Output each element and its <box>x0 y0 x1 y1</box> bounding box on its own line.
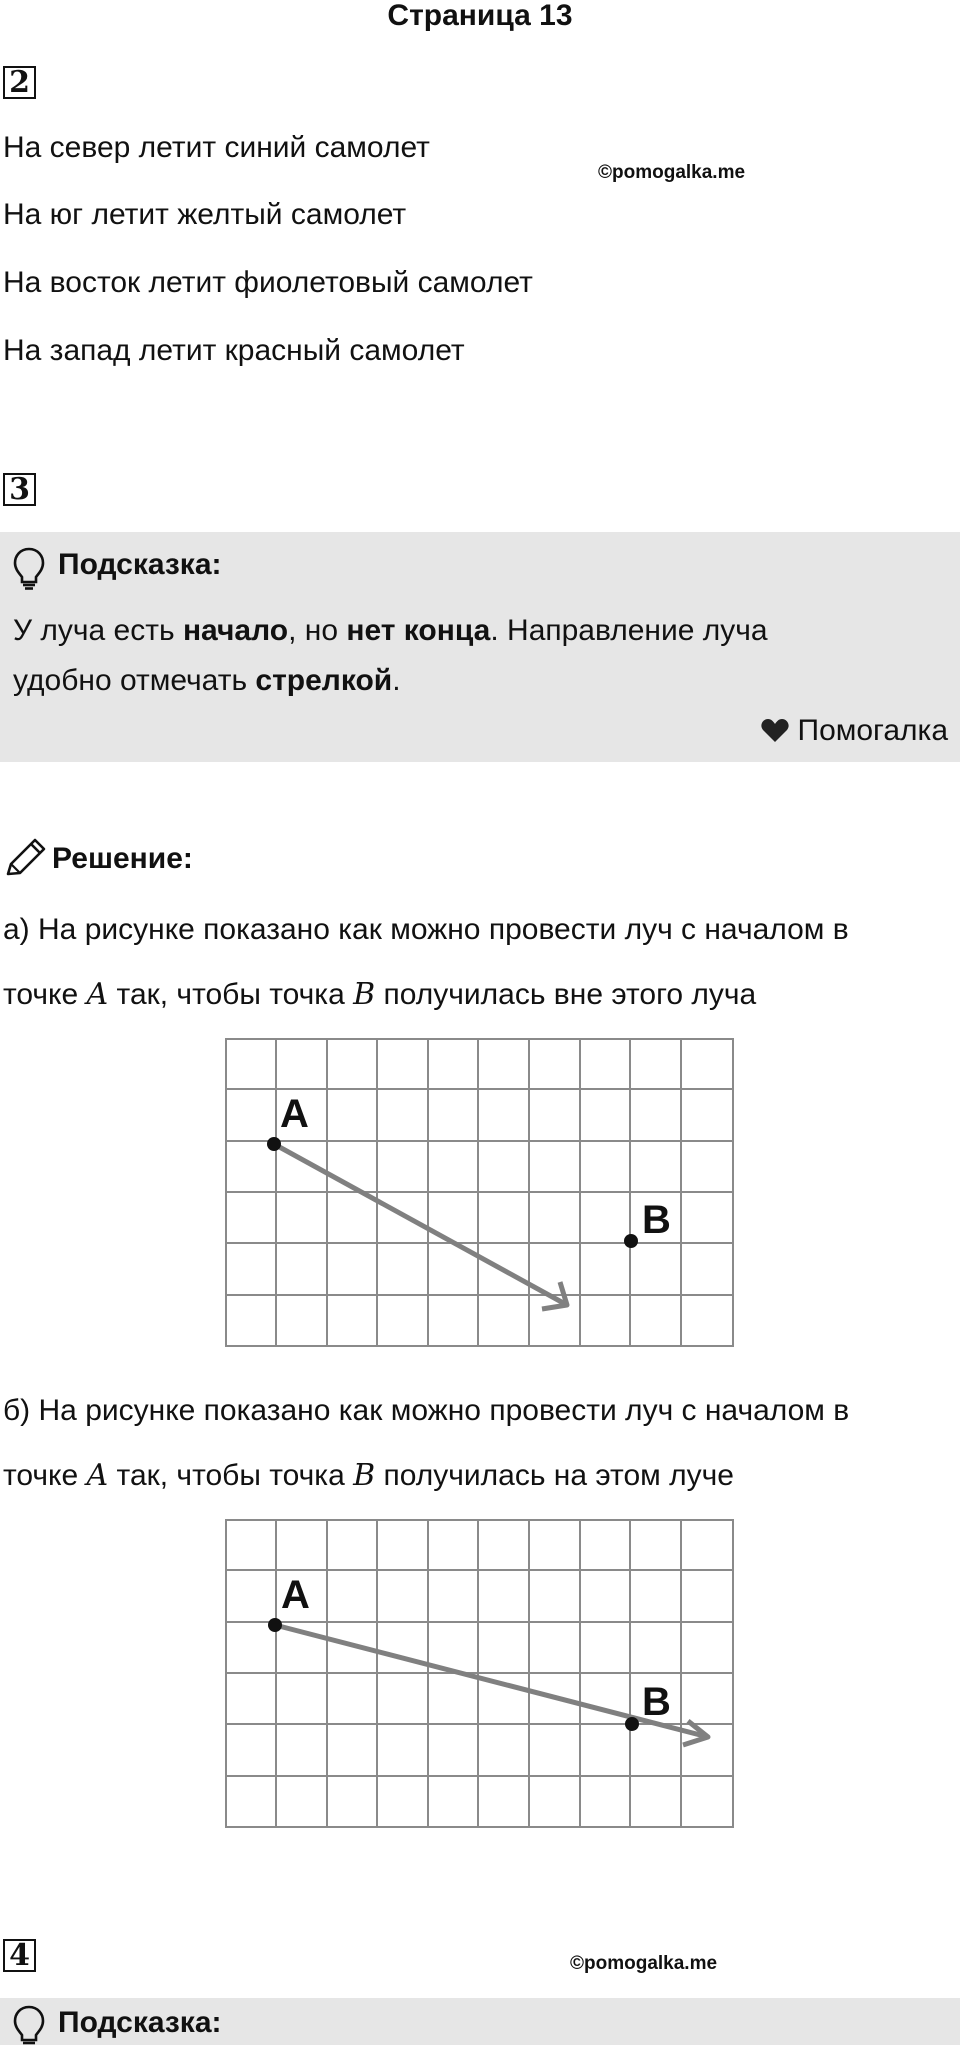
lightbulb-icon <box>12 2004 46 2048</box>
hint-bold-no-end: нет конца <box>346 614 491 647</box>
hint-text: . Направление луча <box>490 614 768 647</box>
hint-line-2 <box>13 656 401 706</box>
grid <box>226 1039 733 1346</box>
point-b-label: B <box>353 1458 376 1493</box>
point-b <box>624 1234 638 1248</box>
figure-ray-through <box>224 1518 736 1832</box>
hint-bold-arrow: стрелкой <box>255 664 393 697</box>
text: так, чтобы точка <box>108 978 354 1011</box>
point-a-label: A <box>86 1458 109 1493</box>
point-a <box>267 1137 281 1151</box>
solution-b-line-2 <box>3 1458 734 1494</box>
point-a-label: A <box>86 977 109 1012</box>
hint-bold-start: начало <box>182 614 289 647</box>
hint-signature <box>760 714 949 748</box>
hint-box <box>0 532 960 762</box>
watermark-bottom: ©pomogalka.me <box>570 1953 718 1974</box>
label-a: A <box>281 1573 310 1617</box>
point-b <box>625 1717 639 1731</box>
task2-line-south: На юг летит желтый самолет <box>3 198 407 231</box>
solution-title: Решение: <box>52 842 193 875</box>
text: точке <box>3 978 87 1011</box>
page-title: Страница 13 <box>387 0 573 32</box>
text: так, чтобы точка <box>108 1459 354 1492</box>
text: получилась на этом луче <box>375 1459 734 1492</box>
task-number-2: 2 <box>3 66 36 99</box>
task2-line-north: На север летит синий самолет <box>3 131 430 164</box>
hint-line-1 <box>13 606 768 656</box>
solution-b-line-1: б) На рисунке показано как можно провести луч с началом в <box>3 1394 850 1427</box>
solution-a-line-2 <box>3 977 756 1013</box>
text: получилась вне этого луча <box>375 978 757 1011</box>
task2-line-west: На запад летит красный самолет <box>3 334 465 367</box>
task-number-3: 3 <box>3 473 36 506</box>
hint-text: . <box>392 664 401 697</box>
label-b: B <box>642 1680 671 1724</box>
watermark-top: ©pomogalka.me <box>598 162 746 183</box>
label-a: A <box>280 1092 309 1136</box>
hint-title: Подсказка: <box>58 548 222 581</box>
task2-line-east: На восток летит фиолетовый самолет <box>3 266 533 299</box>
heart-icon <box>760 718 790 744</box>
solution-a-line-1: а) На рисунке показано как можно провести луч с началом в <box>3 913 849 946</box>
lightbulb-icon <box>12 546 46 590</box>
hint-box-task4 <box>0 1998 960 2045</box>
hint-text: У луча есть <box>13 614 183 647</box>
signature-text: Помогалка <box>797 714 948 747</box>
hint-title: Подсказка: <box>58 2006 222 2039</box>
task-number-4: 4 <box>3 1939 36 1972</box>
point-b-label: B <box>353 977 376 1012</box>
hint-text: удобно отмечать <box>13 664 256 697</box>
pencil-icon <box>4 836 50 878</box>
text: точке <box>3 1459 87 1492</box>
hint-text: , но <box>288 614 347 647</box>
label-b: B <box>642 1198 671 1242</box>
figure-ray-outside <box>224 1037 736 1351</box>
point-a <box>268 1618 282 1632</box>
grid <box>226 1520 733 1827</box>
